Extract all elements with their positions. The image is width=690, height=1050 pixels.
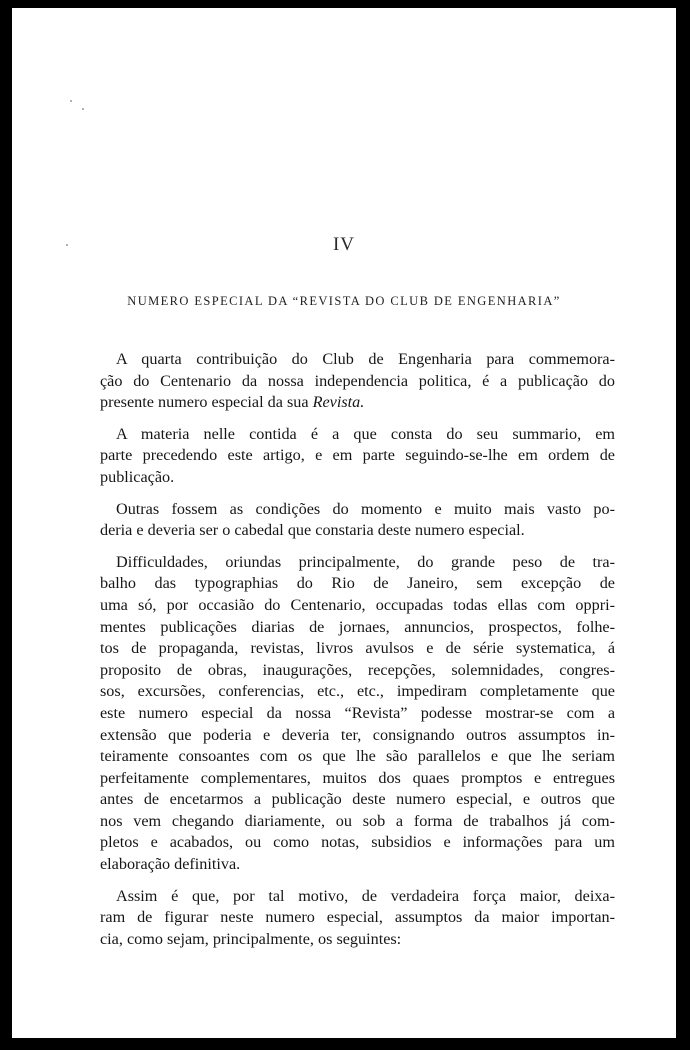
text-line: antes de encetarmos a publicação deste numero especial, e outros que <box>100 790 615 809</box>
text-line: proposito de obras, inaugurações, recepções, solemnidades, congres- <box>100 660 615 679</box>
text-line: mentes publicações diarias de jornaes, annuncios, prospectos, folhe- <box>100 617 615 636</box>
text-line: extensão que poderia e deveria ter, consignando outros assumptos in- <box>100 725 615 744</box>
text-line: tos de propaganda, revistas, livros avulsos e de série systematica, á <box>100 639 615 658</box>
text-line: uma só, por occasião do Centenario, occupadas todas ellas com oppri- <box>100 595 615 614</box>
text-line: este numero especial da nossa “Revista” podesse mostrar-se com a <box>100 703 615 722</box>
paragraph-3 <box>100 499 615 542</box>
text-line <box>100 392 615 414</box>
journal-title-italic: Revista. <box>312 393 365 412</box>
text-line: elaboração definitiva. <box>100 855 241 874</box>
section-title: NUMERO ESPECIAL DA “REVISTA DO CLUB DE ENGENHARIA” <box>127 294 561 308</box>
paragraph-1 <box>100 349 615 414</box>
text-line: Outras fossem as condições do momento e muito mais vasto po- <box>116 499 615 518</box>
text-line: ção do Centenario da nossa independencia politica, é a publicação do <box>100 371 615 390</box>
text-line: Difficuldades, oriundas principalmente, do grande peso de tra- <box>116 552 615 571</box>
text-line: cia, como sejam, principalmente, os seguintes: <box>100 929 402 948</box>
paragraph-4 <box>100 552 615 876</box>
book-page <box>12 8 676 1038</box>
paragraph-5 <box>100 886 615 951</box>
paper-speck <box>70 100 72 102</box>
text-fragment: presente numero especial da sua <box>100 393 309 412</box>
text-line: perfeitamente complementares, muitos dos quaes promptos e entregues <box>100 768 615 787</box>
paragraph-2 <box>100 424 615 489</box>
text-line: teiramente consoantes com os que lhe são parallelos e que lhe seriam <box>100 747 615 766</box>
text-line: Assim é que, por tal motivo, de verdadeira força maior, deixa- <box>116 886 615 905</box>
text-line: pletos e acabados, ou como notas, subsidios e informações para um <box>100 833 615 852</box>
text-line: ram de figurar neste numero especial, assumptos da maior importan- <box>100 908 615 927</box>
text-line: parte precedendo este artigo, e em parte seguindo-se-lhe em ordem de <box>100 446 615 465</box>
paper-speck <box>82 108 84 110</box>
text-line: A quarta contribuição do Club de Engenharia para commemora- <box>116 350 615 368</box>
text-line: nos vem chegando diariamente, ou sob a forma de trabalhos já com- <box>100 811 615 830</box>
text-line: sos, excursões, conferencias, etc., etc., impediram completamente que <box>100 682 615 701</box>
text-line: A materia nelle contida é a que consta do seu summario, em <box>116 424 615 443</box>
text-line: balho das typographias do Rio de Janeiro, sem excepção de <box>100 574 615 593</box>
body-text <box>100 349 615 960</box>
text-line: deria e deveria ser o cabedal que constaria deste numero especial. <box>100 521 525 540</box>
text-line: publicação. <box>100 467 175 486</box>
chapter-number: IV <box>332 234 356 255</box>
